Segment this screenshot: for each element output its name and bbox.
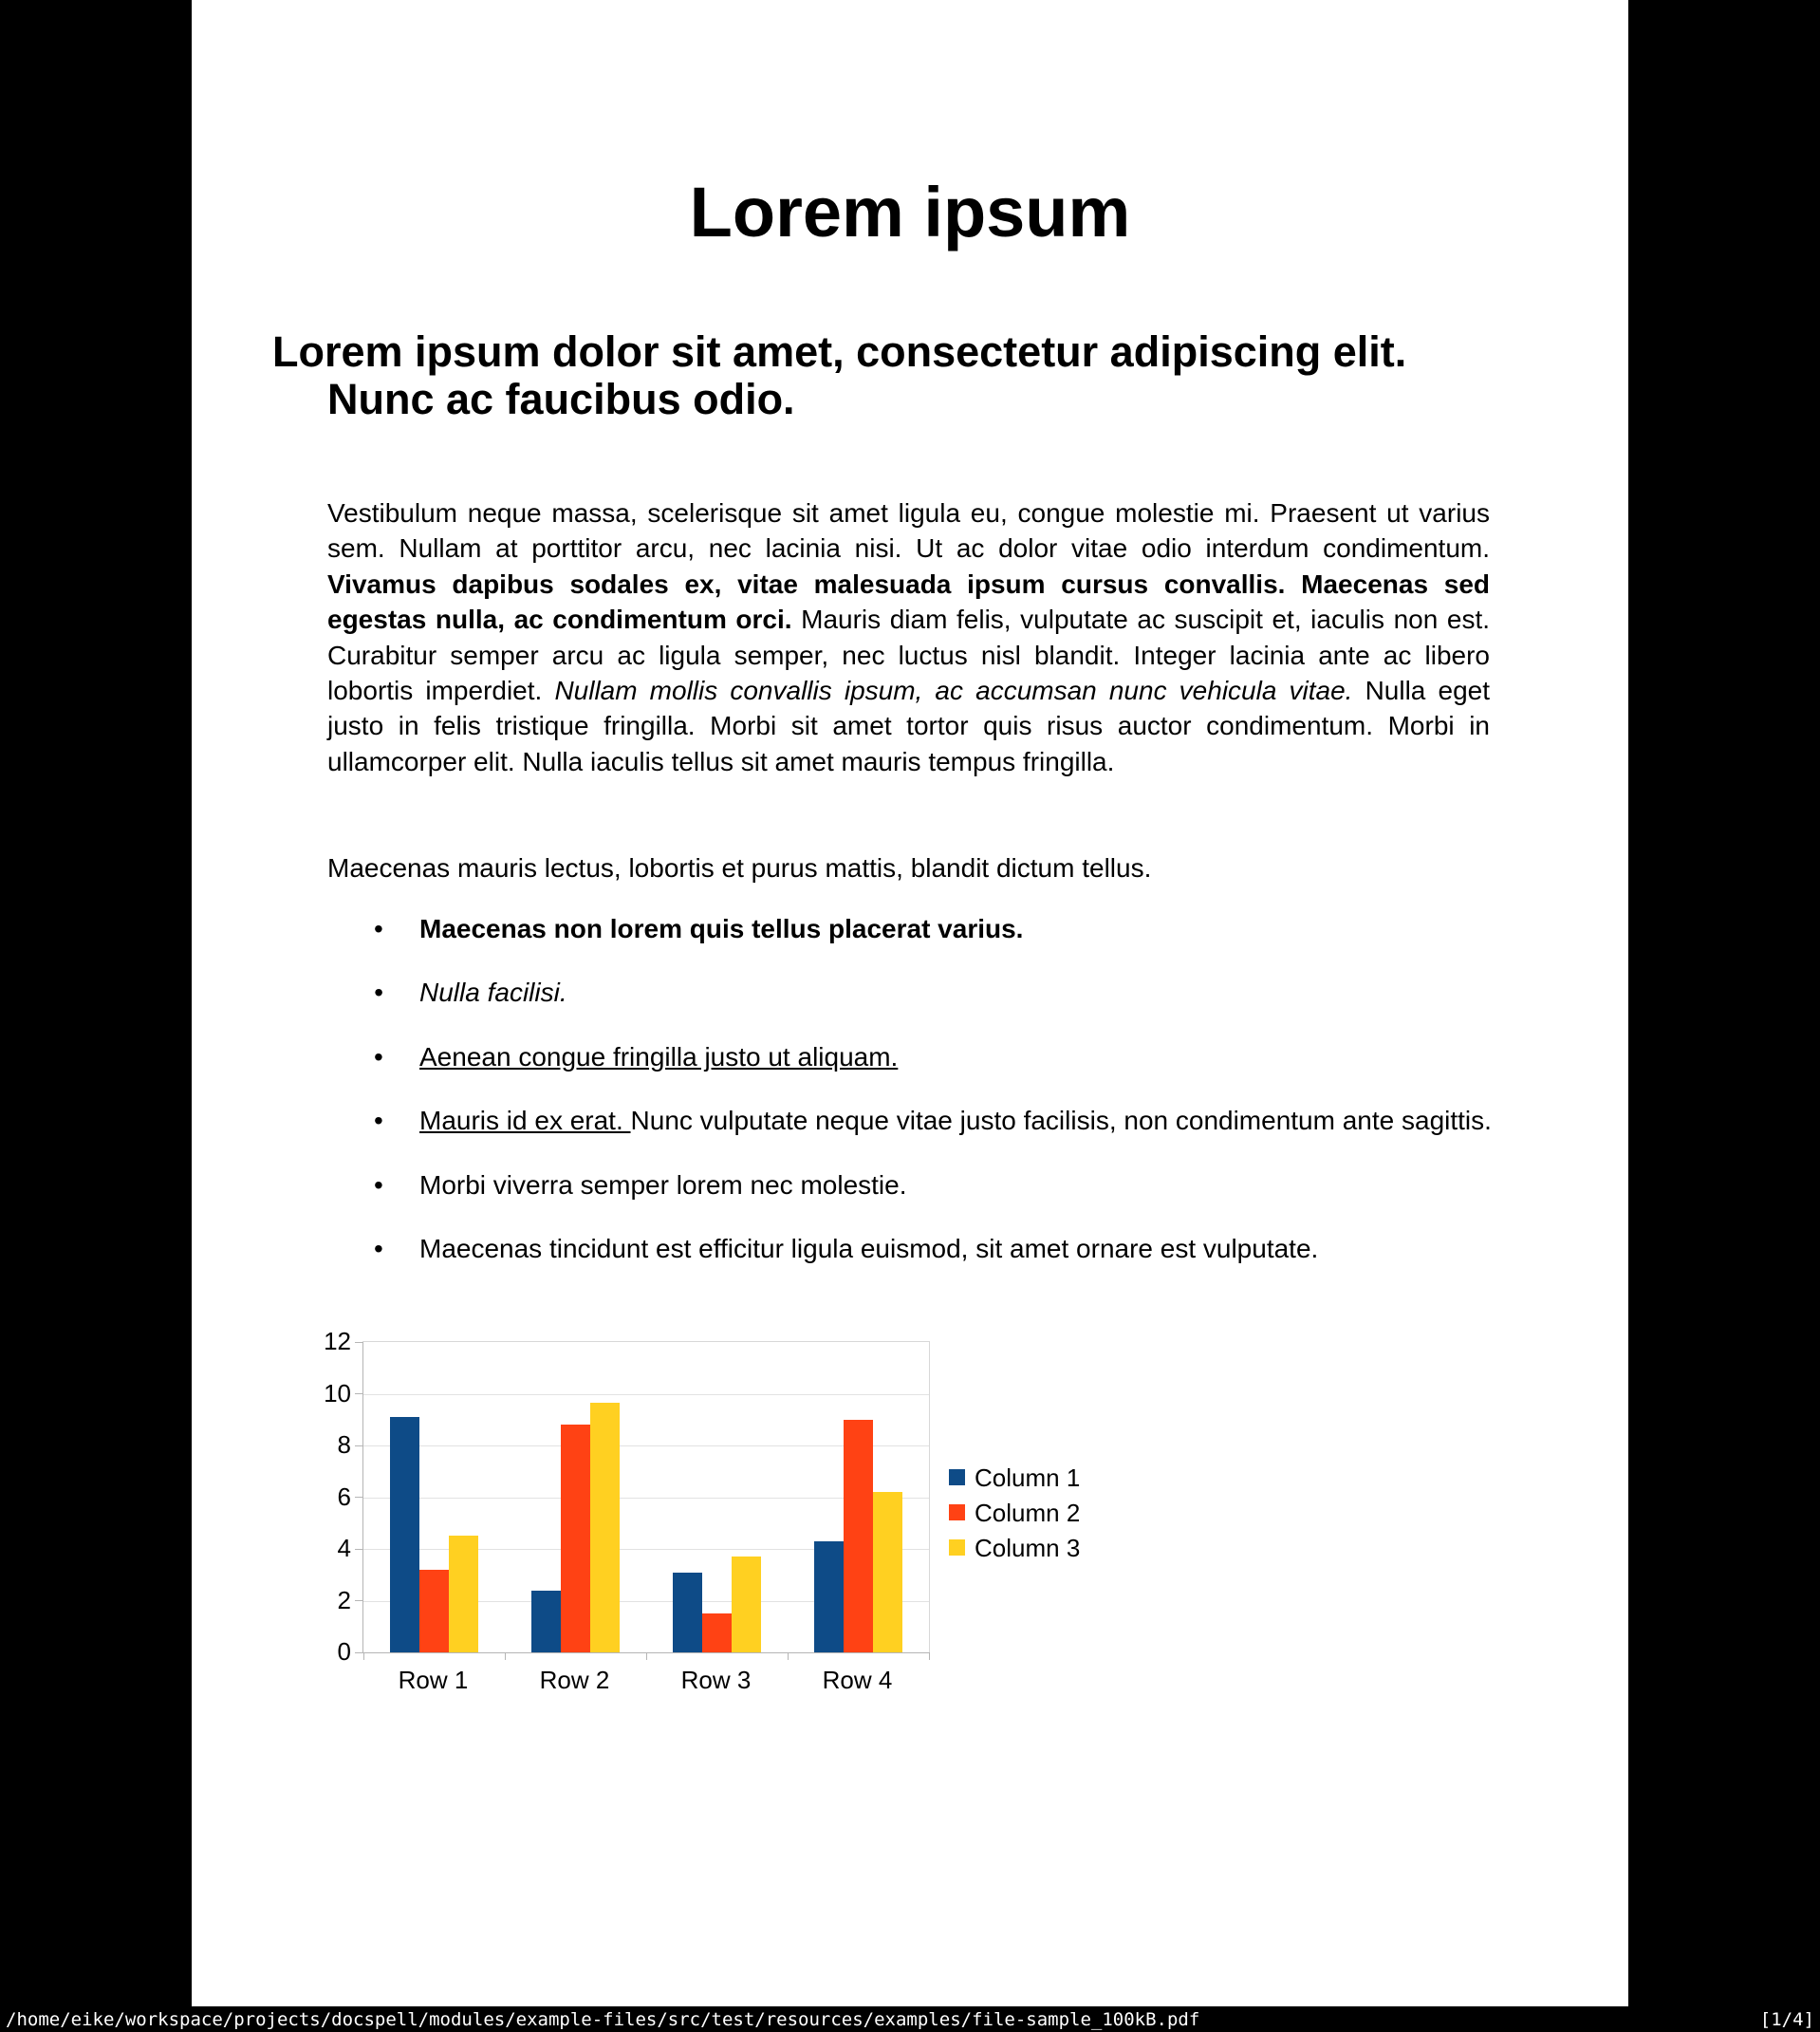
bar-row3-s3 <box>732 1557 761 1652</box>
bar-row1-s2 <box>419 1570 449 1652</box>
y-axis-tick <box>355 1652 362 1653</box>
bar-chart <box>306 1324 1425 1742</box>
legend-entry <box>949 1534 1081 1562</box>
legend-swatch-icon <box>949 1504 965 1520</box>
legend-entry <box>949 1499 1081 1527</box>
body-paragraph-2: Maecenas mauris lectus, lobortis et purus mattis, blandit dictum tellus. <box>327 853 1152 883</box>
y-axis-label: 10 <box>324 1378 351 1407</box>
pdf-page[interactable] <box>192 0 1628 2006</box>
list-item <box>374 975 1494 1010</box>
list-item-text: Nunc vulputate neque vitae justo facilisis, non condimentum ante sagittis. <box>630 1106 1492 1136</box>
legend-label: Column 3 <box>975 1534 1081 1562</box>
legend-swatch-icon <box>949 1469 965 1485</box>
bullet-list <box>374 911 1494 1295</box>
bar-row4-s1 <box>814 1541 844 1652</box>
list-item <box>374 1103 1494 1138</box>
heading-line-2: Nunc ac faucibus odio. <box>327 375 795 423</box>
bar-row2-s1 <box>531 1591 561 1652</box>
document-title: Lorem ipsum <box>689 173 1131 252</box>
list-item <box>374 911 1494 946</box>
gridline <box>363 1394 929 1395</box>
x-axis-tick <box>788 1652 789 1660</box>
list-item-text: Maecenas tincidunt est efficitur ligula euismod, sit amet ornare est vulputate. <box>419 1234 1319 1264</box>
legend-label: Column 2 <box>975 1499 1081 1527</box>
bar-row4-s3 <box>873 1492 902 1652</box>
y-axis-tick <box>355 1342 362 1343</box>
list-item <box>374 1167 1494 1202</box>
x-axis-tick <box>646 1652 647 1660</box>
list-item <box>374 1039 1494 1074</box>
bar-row1-s1 <box>390 1417 419 1652</box>
x-axis-label: Row 2 <box>539 1666 610 1694</box>
paragraph-run: Mauris diam felis, vulputate ac suscipit et, iaculis non est. Curabitur semper arcu ac ligula semper, nec luctus nisl blandit. Integer lacinia ante ac libero lobortis imperdiet. <box>327 605 1490 706</box>
chart-legend <box>949 1464 1080 1570</box>
y-axis-label: 0 <box>337 1637 351 1666</box>
x-axis-label: Row 1 <box>398 1666 469 1694</box>
legend-entry <box>949 1463 1081 1492</box>
bar-row2-s3 <box>590 1403 620 1652</box>
list-item-text: Mauris id ex erat. <box>419 1106 631 1136</box>
y-axis-tick <box>355 1600 362 1601</box>
document-heading <box>272 328 1496 423</box>
paragraph-run: Nulla eget justo in felis tristique fringilla. Morbi sit amet tortor quis risus auctor condimentum. Morbi in ullamcorper elit. Nulla iaculis tellus sit amet mauris tempus fringilla. <box>327 676 1490 776</box>
bar-row3-s2 <box>702 1613 732 1652</box>
page-indicator: [1/4] <box>1759 2008 1814 2030</box>
bar-row4-s2 <box>844 1420 873 1652</box>
paragraph-run: Vestibulum neque massa, scelerisque sit amet ligula eu, congue molestie mi. Praesent ut varius sem. Nullam at porttitor arcu, nec lacinia nisi. Ut ac dolor vitae odio interdum condimentum. <box>327 498 1490 564</box>
x-axis-label: Row 3 <box>680 1666 752 1694</box>
x-axis-tick <box>929 1652 930 1660</box>
paragraph-run-bold: Vivamus dapibus sodales ex, vitae malesuada ipsum cursus convallis. Maecenas sed egestas nulla, ac condimentum orci. <box>327 569 1490 635</box>
y-axis-tick <box>355 1393 362 1394</box>
heading-line-1: Lorem ipsum dolor sit amet, consectetur adipiscing elit. <box>272 327 1407 376</box>
bar-row3-s1 <box>673 1573 702 1652</box>
body-paragraph-1 <box>327 495 1490 779</box>
list-item-text: Maecenas non lorem quis tellus placerat varius. <box>419 914 1024 943</box>
list-item-text: Morbi viverra semper lorem nec molestie. <box>419 1169 907 1200</box>
y-axis-label: 6 <box>337 1482 351 1511</box>
chart-plot <box>362 1341 930 1653</box>
status-bar <box>0 2006 1820 2032</box>
y-axis-label: 8 <box>337 1430 351 1459</box>
y-axis-tick <box>355 1549 362 1550</box>
file-path: /home/eike/workspace/projects/docspell/modules/example-files/src/test/resources/examples/file-sample_100kB.pdf <box>6 2008 1200 2030</box>
y-axis-tick <box>355 1445 362 1446</box>
x-axis-label: Row 4 <box>822 1666 893 1694</box>
y-axis-label: 4 <box>337 1534 351 1562</box>
legend-label: Column 1 <box>975 1463 1081 1492</box>
y-axis-label: 12 <box>324 1327 351 1355</box>
paragraph-run-italic: Nullam mollis convallis ipsum, ac accumsan nunc vehicula vitae. <box>554 676 1353 706</box>
x-axis-tick <box>363 1652 364 1660</box>
y-axis-tick <box>355 1497 362 1498</box>
bar-row1-s3 <box>449 1536 478 1652</box>
x-axis-tick <box>505 1652 506 1660</box>
legend-swatch-icon <box>949 1539 965 1556</box>
list-item <box>374 1231 1494 1266</box>
list-item-text: Aenean congue fringilla justo ut aliquam. <box>419 1041 899 1072</box>
bar-row2-s2 <box>561 1425 590 1652</box>
y-axis-label: 2 <box>337 1585 351 1614</box>
list-item-text: Nulla facilisi. <box>419 978 567 1008</box>
